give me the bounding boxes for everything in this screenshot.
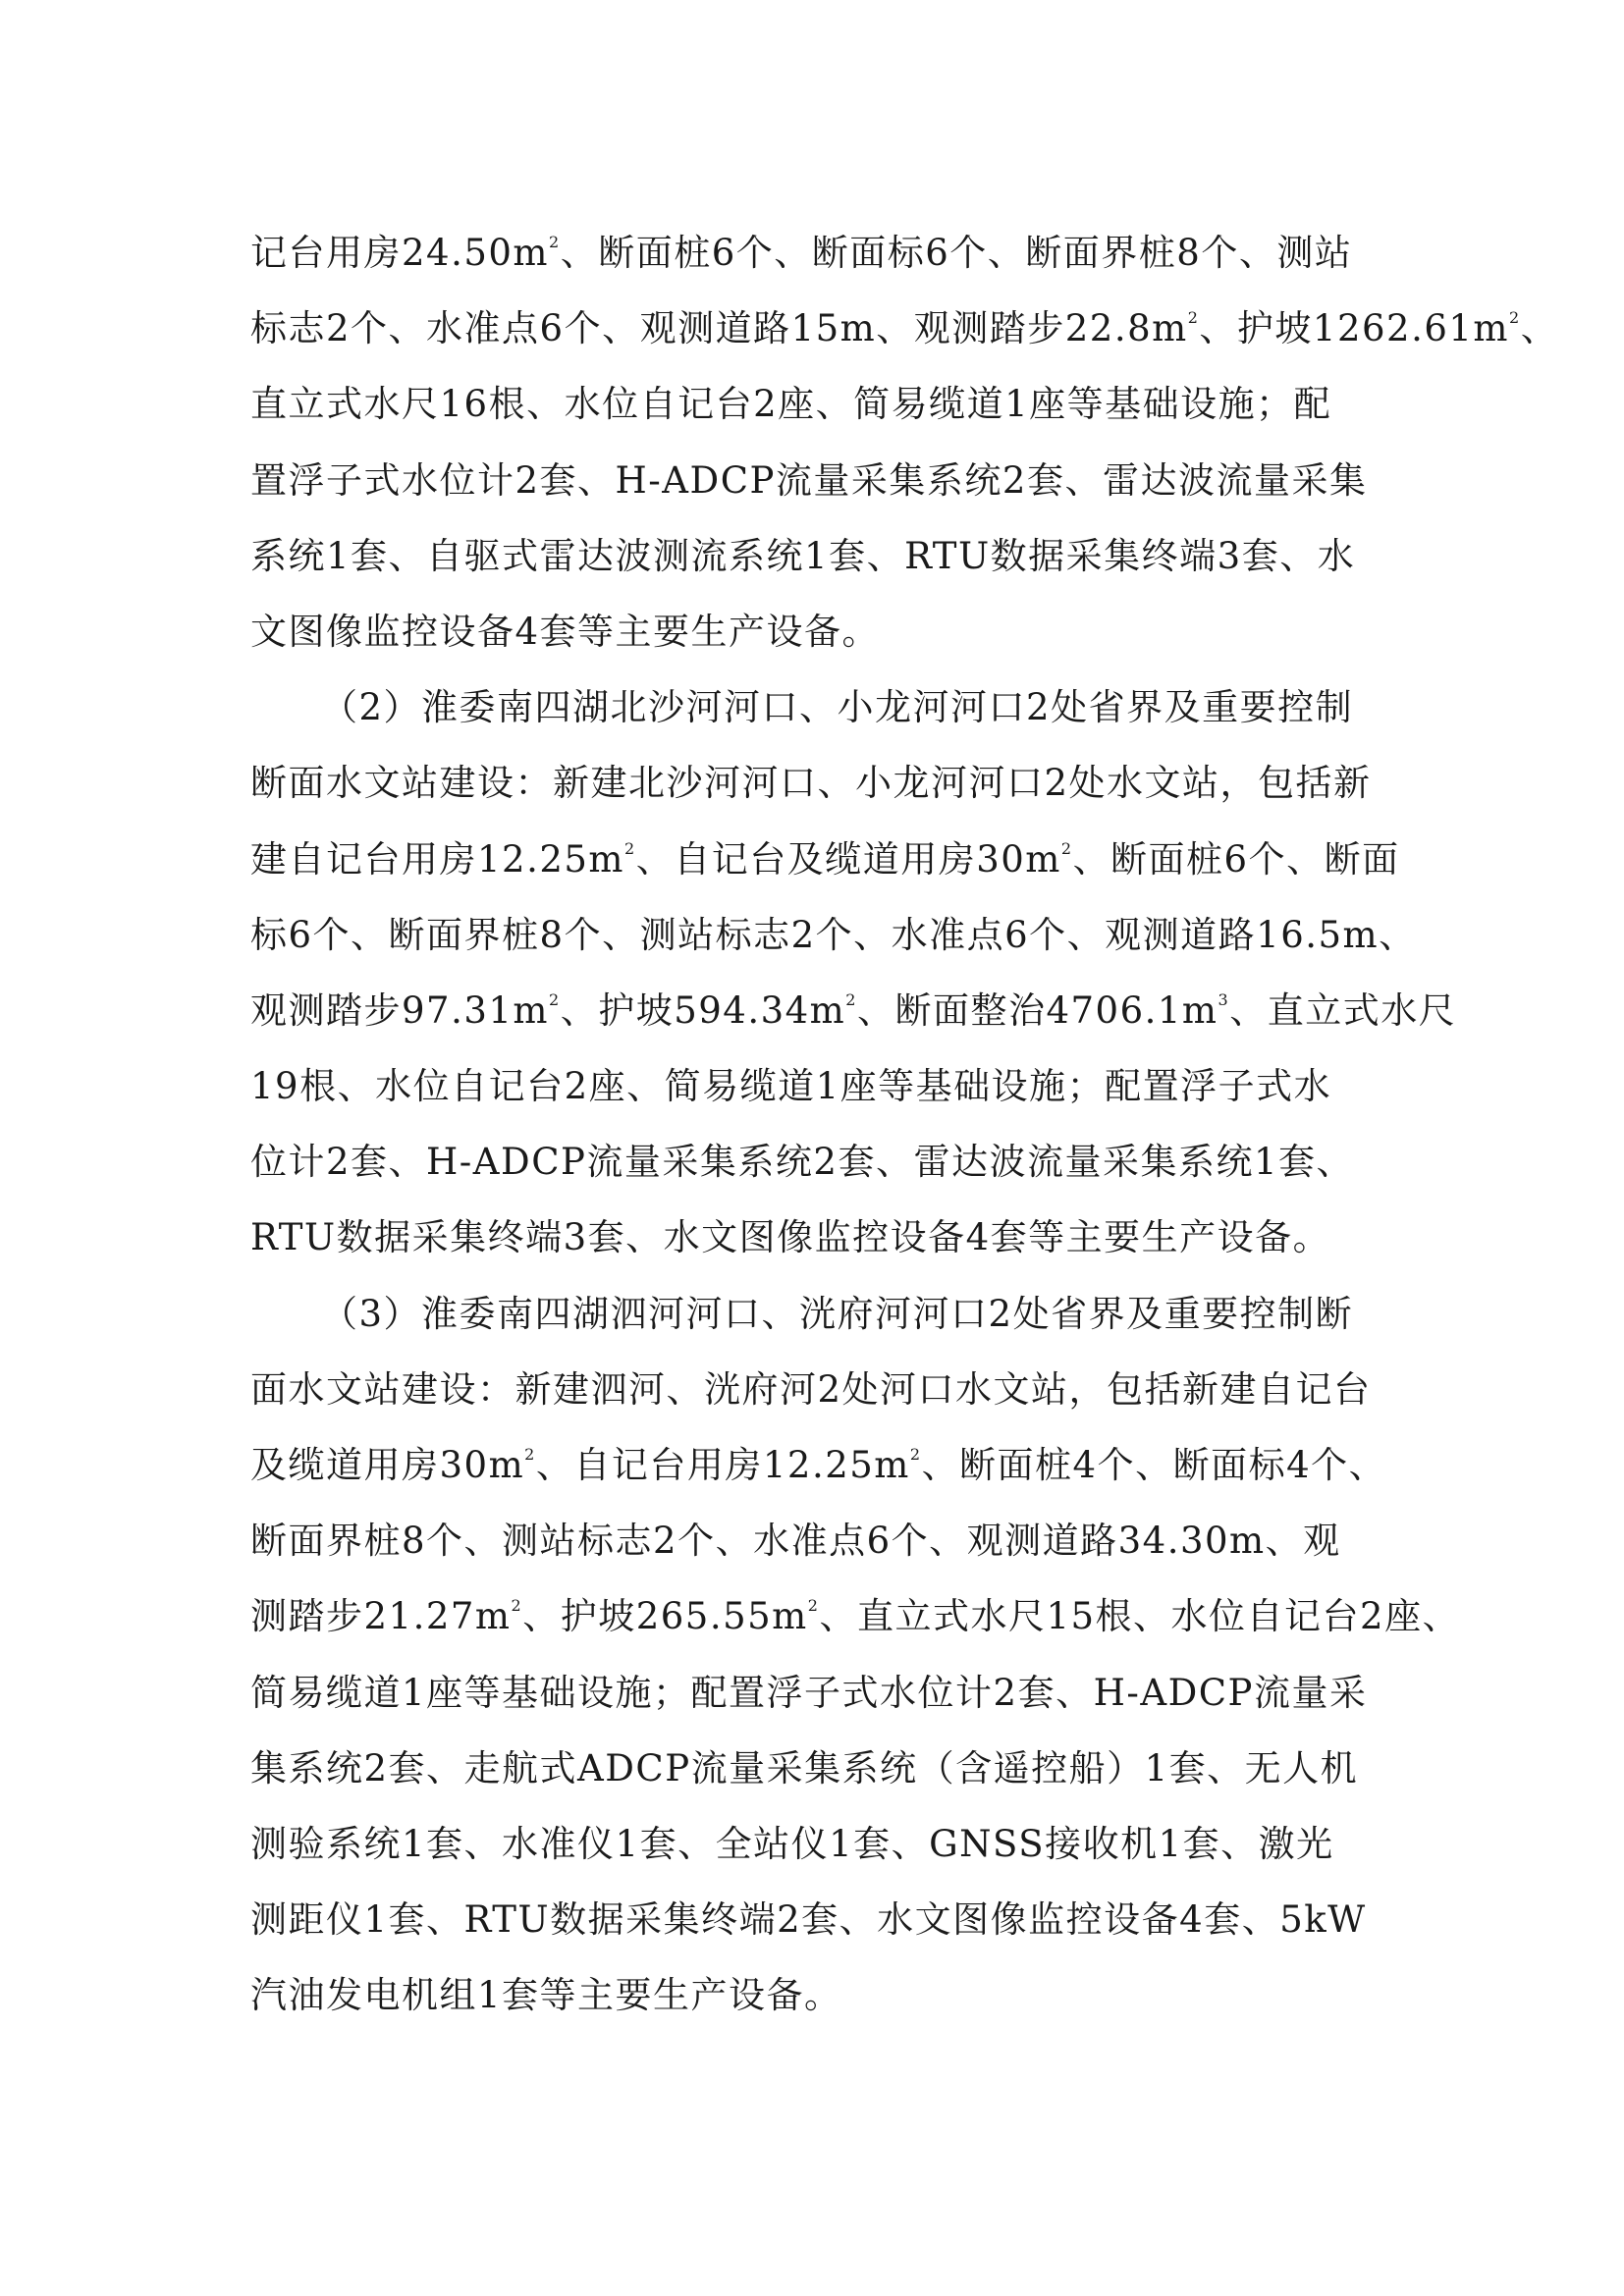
text-line: 面水文站建设：新建泗河、洸府河2处河口水文站，包括新建自记台: [250, 1367, 1372, 1411]
text-line: 汽油发电机组1套等主要生产设备。: [250, 1974, 842, 2017]
text-line: 简易缆道1座等基础设施；配置浮子式水位计2套、H-ADCP流量采: [250, 1671, 1368, 1714]
text-line: 直立式水尺16根、水位自记台2座、简易缆道1座等基础设施；配: [250, 383, 1332, 426]
text-line: 测距仪1套、RTU数据采集终端2套、水文图像监控设备4套、5kW: [250, 1898, 1367, 1942]
text-line: 观测踏步$97.31m^2$、护坡$594.34m^2$、断面整治$4706.1m^3$、直立式水尺: [250, 988, 1457, 1032]
text-line: 系统1套、自驱式雷达波测流系统1套、RTU数据采集终端3套、水: [250, 534, 1356, 577]
text-line: 测验系统1套、水准仪1套、全站仪1套、GNSS接收机1套、激光: [250, 1822, 1334, 1865]
text-line: 集系统2套、走航式ADCP流量采集系统（含遥控船）1套、无人机: [250, 1746, 1359, 1789]
text-line: 19根、水位自记台2座、简易缆道1座等基础设施；配置浮子式水: [250, 1065, 1332, 1108]
paragraph-p1: [250, 215, 1559, 669]
text-line: 位计2套、H-ADCP流量采集系统2套、雷达波流量采集系统1套、: [250, 1141, 1354, 1184]
text-line: 断面水文站建设：新建北沙河河口、小龙河河口2处水文站，包括新: [250, 762, 1372, 805]
text-line: RTU数据采集终端3套、水文图像监控设备4套等主要生产设备。: [250, 1216, 1331, 1259]
text-line: （3）淮委南四湖泗河河口、洸府河河口2处省界及重要控制断: [321, 1292, 1354, 1335]
text-line: 及缆道用房$30m^2$、自记台用房$12.25m^2$、断面桩4个、断面标4个、: [250, 1444, 1387, 1486]
paragraph-p3: [250, 1276, 1461, 2034]
text-line: 建自记台用房$12.25m^2$、自记台及缆道用房$30m^2$、断面桩6个、断面: [250, 837, 1400, 881]
paragraph-p2: [250, 669, 1457, 1276]
text-line: （2）淮委南四湖北沙河河口、小龙河河口2处省界及重要控制: [321, 686, 1354, 729]
text-line: 记台用房$24.50m^2$、断面桩6个、断面标6个、断面界桩8个、测站: [250, 232, 1353, 274]
text-line: 置浮子式水位计2套、H-ADCP流量采集系统2套、雷达波流量采集: [250, 458, 1368, 502]
text-line: 测踏步$21.27m^2$、护坡$265.55m^2$、直立式水尺15根、水位自记台2座、: [250, 1595, 1461, 1638]
text-line: 标6个、断面界桩8个、测站标志2个、水准点6个、观测道路16.5m、: [250, 913, 1417, 956]
text-line: 文图像监控设备4套等主要生产设备。: [250, 610, 881, 653]
document-body: [250, 215, 1559, 2034]
text-line: 断面界桩8个、测站标志2个、水准点6个、观测道路34.30m、观: [250, 1520, 1341, 1563]
text-line: 标志2个、水准点6个、观测道路15m、观测踏步$22.8m^2$、护坡$1262.61m^2$、: [250, 307, 1559, 350]
